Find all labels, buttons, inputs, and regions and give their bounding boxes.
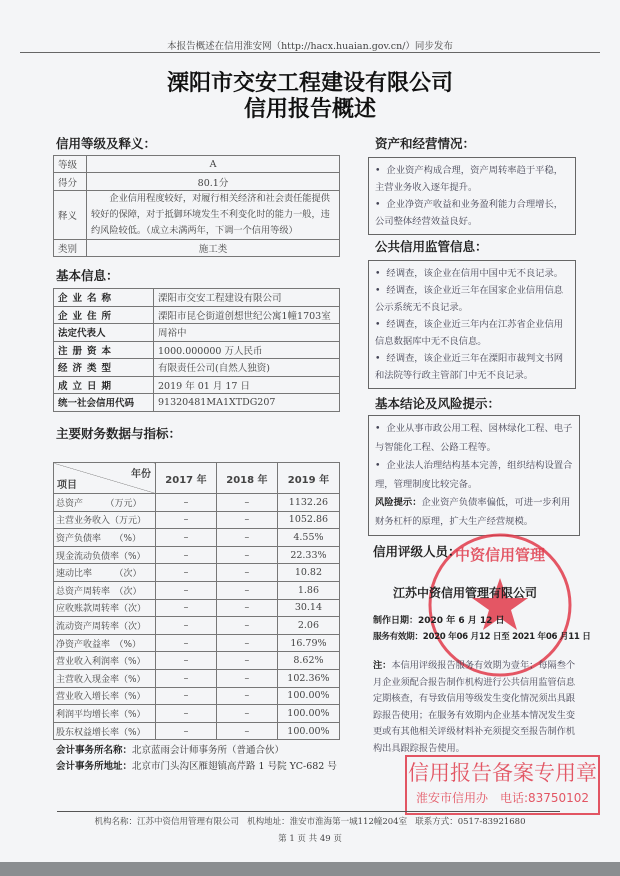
- finance-value: –: [216, 599, 277, 617]
- finance-value: –: [156, 564, 217, 582]
- finance-value: –: [156, 634, 217, 652]
- scan-edge: [0, 862, 620, 876]
- conclusion-item: • 企业从事市政公用工程、园林绿化工程、电子与智能化工程、公路工程等。: [375, 423, 573, 453]
- finance-value: –: [156, 652, 217, 670]
- rating-table: [53, 155, 340, 257]
- filing-stamp-contact: 淮安市信用办 电话:83750102: [415, 791, 590, 805]
- footer-divider: [57, 811, 560, 812]
- finance-row: [54, 511, 340, 529]
- auditor-address-line: [56, 758, 337, 772]
- basic-info-value: 溧阳市昆仑街道创想世纪公寓1幢1703室: [154, 306, 340, 324]
- auditor-address: 北京市门头沟区雁翅镇高芹路 1 号院 YC-682 号: [132, 761, 337, 772]
- page-number: 第 1 页 共 49 页: [278, 834, 342, 844]
- filing-stamp: [405, 755, 600, 815]
- year-header: 2019 年: [277, 463, 339, 494]
- basic-info-value: 溧阳市交安工程建设有限公司: [154, 289, 340, 307]
- finance-item: 总资产 （万元）: [54, 494, 156, 512]
- supervision-heading: 公共信用监管信息：: [375, 239, 488, 254]
- basic-info-row: [54, 306, 340, 324]
- finance-value: –: [216, 511, 277, 529]
- finance-value: –: [216, 722, 277, 740]
- finance-row: [54, 669, 340, 687]
- finance-row: [54, 599, 340, 617]
- basic-info-row: [54, 289, 340, 307]
- finance-value: –: [156, 581, 217, 599]
- finance-row: [54, 705, 340, 723]
- finance-value: –: [216, 494, 277, 512]
- raters-heading: 信用评级人员：: [373, 544, 461, 559]
- operations-heading: 资产和经营情况：: [375, 136, 476, 151]
- basic-info-value: 周裕中: [154, 324, 340, 342]
- rating-value: A: [87, 156, 340, 173]
- rating-label: 释义: [54, 191, 87, 240]
- supervision-item: • 经调查，该企业近三年在溧阳市裁判文书网和法院等行政主管部门中无不良记录。: [375, 353, 564, 381]
- auditor-name-line: [56, 742, 284, 756]
- finance-item: 主营业务收入（万元）: [54, 511, 156, 529]
- finance-value: –: [216, 529, 277, 547]
- filing-stamp-title: 信用报告备案专用章: [408, 761, 597, 785]
- finance-item: 营业收入增长率（%）: [54, 687, 156, 705]
- basic-info-table: [53, 288, 340, 412]
- finance-item: 资产负债率 （%）: [54, 529, 156, 547]
- year-header: 2017 年: [156, 463, 217, 494]
- conclusion-box: [368, 415, 580, 536]
- validity-line: 服务有效期：2020 年06 月12 日至 2021 年06 月11 日: [373, 632, 591, 642]
- finance-row: [54, 494, 340, 512]
- auditor-name: 北京蓝雨会计师事务所（普通合伙）: [132, 745, 285, 756]
- basic-info-row: [54, 359, 340, 377]
- rating-label: 得分: [54, 173, 87, 191]
- basic-info-row: [54, 394, 340, 412]
- auditor-address-label: 会计事务所地址：: [56, 761, 133, 772]
- finance-value: –: [216, 705, 277, 723]
- finance-value: –: [156, 599, 217, 617]
- basic-info-value: 有限责任公司(自然人独资): [154, 359, 340, 377]
- finance-value: –: [216, 634, 277, 652]
- operations-box: [368, 157, 576, 235]
- finance-value: –: [156, 669, 217, 687]
- finance-row: [54, 546, 340, 564]
- finance-row: [54, 581, 340, 599]
- finance-value: –: [156, 617, 217, 635]
- finance-item: 速动比率 （次）: [54, 564, 156, 582]
- finance-item: 应收账款周转率（次）: [54, 599, 156, 617]
- rating-label: 类别: [54, 240, 87, 257]
- basic-info-row: [54, 341, 340, 359]
- basic-info-label: 企业名称: [54, 289, 154, 307]
- finance-row: [54, 634, 340, 652]
- supervision-item: • 经调查，该企业在信用中国中无不良记录。: [375, 268, 564, 279]
- finance-value: 8.62%: [277, 652, 339, 670]
- rating-value: 80.1分: [87, 173, 340, 191]
- basic-info-value: 1000.000000 万人民币: [154, 341, 340, 359]
- finance-item: 营业收入利润率（%）: [54, 652, 156, 670]
- finance-row: [54, 529, 340, 547]
- finance-row: [54, 687, 340, 705]
- finance-item: 股东权益增长率（%）: [54, 722, 156, 740]
- header-divider: [20, 52, 600, 53]
- operations-item: • 企业净资产收益和业务盈利能力合理增长，公司整体经营效益良好。: [375, 199, 564, 227]
- finance-row: [54, 564, 340, 582]
- header-notice: 本报告概述在信用淮安网（http://hacx.huaian.gov.cn/）同步发布: [167, 41, 453, 52]
- finance-value: 100.00%: [277, 705, 339, 723]
- finance-value: –: [216, 617, 277, 635]
- finance-value: –: [156, 511, 217, 529]
- footer-info: 机构名称：江苏中资信用管理有限公司 机构地址：淮安市淮海第一城112幢204室 联系方式：0517-83921680: [94, 817, 526, 827]
- finance-value: –: [156, 705, 217, 723]
- finance-item: 主营收入现金率（%）: [54, 669, 156, 687]
- finance-value: 100.00%: [277, 687, 339, 705]
- finance-table: [53, 462, 340, 740]
- basic-info-label: 统一社会信用代码: [54, 394, 154, 412]
- finance-value: 1132.26: [277, 494, 339, 512]
- corner-cell: [54, 463, 156, 494]
- note: 注：本信用评级报告服务有效期为壹年；每隔叁个月企业须配合报告制作机构进行公共信用监管信息定期核查，有导致信用等级发生变化情况须出具跟踪报告使用；在服务有效期内企业基本情况发生变更或有其他相关评级材料补充须提交至报告制作机构出具跟踪报告使用。: [373, 660, 576, 754]
- supervision-item: • 经调查，该企业近三年在国家企业信用信息公示系统无不良记录。: [375, 285, 564, 313]
- conclusion-heading: 基本结论及风险提示：: [375, 396, 501, 411]
- finance-value: –: [216, 669, 277, 687]
- finance-item: 流动资产周转率（次）: [54, 617, 156, 635]
- supervision-item: • 经调查，该企业近三年内在江苏省企业信用信息数据库中无不良信息。: [375, 319, 564, 347]
- basic-info-label: 企业住所: [54, 306, 154, 324]
- basic-info-value: 2019 年 01 月 17 日: [154, 376, 340, 394]
- finance-value: 1052.86: [277, 511, 339, 529]
- rating-value: 企业信用程度较好，对履行相关经济和社会责任能提供较好的保障，对于抵御环境发生不利变化时的能力一般，违约风险较低。（成立未满两年，下调一个信用等级）: [87, 191, 340, 240]
- year-header: 2018 年: [216, 463, 277, 494]
- basic-info-label: 成立日期: [54, 376, 154, 394]
- made-date-line: 制作日期：2020 年 6 月 12 日: [373, 616, 505, 626]
- finance-value: 16.79%: [277, 634, 339, 652]
- corner-top: 年份: [131, 469, 151, 480]
- basic-info-label: 注册资本: [54, 341, 154, 359]
- finance-value: 1.86: [277, 581, 339, 599]
- conclusion-item: • 企业法人治理结构基本完善，组织结构设置合理，管理制度比较完备。: [375, 460, 573, 490]
- finance-value: 4.55%: [277, 529, 339, 547]
- corner-bottom: 项目: [57, 480, 77, 491]
- finance-row: [54, 722, 340, 740]
- basic-info-row: [54, 376, 340, 394]
- finance-row: [54, 652, 340, 670]
- page-title: 溧阳市交安工程建设有限公司: [166, 71, 453, 96]
- finance-value: –: [156, 687, 217, 705]
- supervision-box: [368, 260, 576, 389]
- finance-value: 22.33%: [277, 546, 339, 564]
- rater-company: 江苏中资信用管理有限公司: [393, 586, 538, 600]
- finance-value: –: [216, 546, 277, 564]
- finance-value: –: [216, 564, 277, 582]
- finance-value: 10.82: [277, 564, 339, 582]
- rating-heading: 信用等级及释义：: [56, 136, 157, 151]
- finance-row: [54, 617, 340, 635]
- finance-item: 总资产周转率 （次）: [54, 581, 156, 599]
- finance-value: 30.14: [277, 599, 339, 617]
- basic-info-label: 法定代表人: [54, 324, 154, 342]
- finance-value: –: [156, 529, 217, 547]
- finance-value: –: [216, 687, 277, 705]
- page-subtitle: 信用报告概述: [243, 97, 376, 122]
- risk-note: 风险提示：企业资产负债率偏低，可进一步利用财务杠杆的原理，扩大生产经营规模。: [375, 497, 571, 527]
- finance-value: –: [216, 581, 277, 599]
- finance-item: 净资产收益率 （%）: [54, 634, 156, 652]
- operations-item: • 企业资产构成合理，资产周转率趋于平稳，主营业务收入逐年提升。: [375, 165, 564, 193]
- finance-value: 102.36%: [277, 669, 339, 687]
- finance-item: 现金流动负债率（%）: [54, 546, 156, 564]
- basic-info-label: 经济类型: [54, 359, 154, 377]
- basic-info-row: [54, 324, 340, 342]
- basic-info-value: 91320481MA1XTDG207: [154, 394, 340, 412]
- finance-value: –: [156, 494, 217, 512]
- auditor-name-label: 会计事务所名称：: [56, 745, 133, 756]
- rating-value: 施工类: [87, 240, 340, 257]
- rating-label: 等级: [54, 156, 87, 173]
- finance-value: –: [156, 722, 217, 740]
- finance-value: –: [156, 546, 217, 564]
- svg-text:中资信用管理: 中资信用管理: [454, 546, 546, 564]
- finance-value: 100.00%: [277, 722, 339, 740]
- basic-heading: 基本信息：: [56, 268, 119, 283]
- finance-value: –: [216, 652, 277, 670]
- finance-item: 利润平均增长率（%）: [54, 705, 156, 723]
- finance-value: 2.06: [277, 617, 339, 635]
- finance-heading: 主要财务数据与指标：: [56, 426, 182, 441]
